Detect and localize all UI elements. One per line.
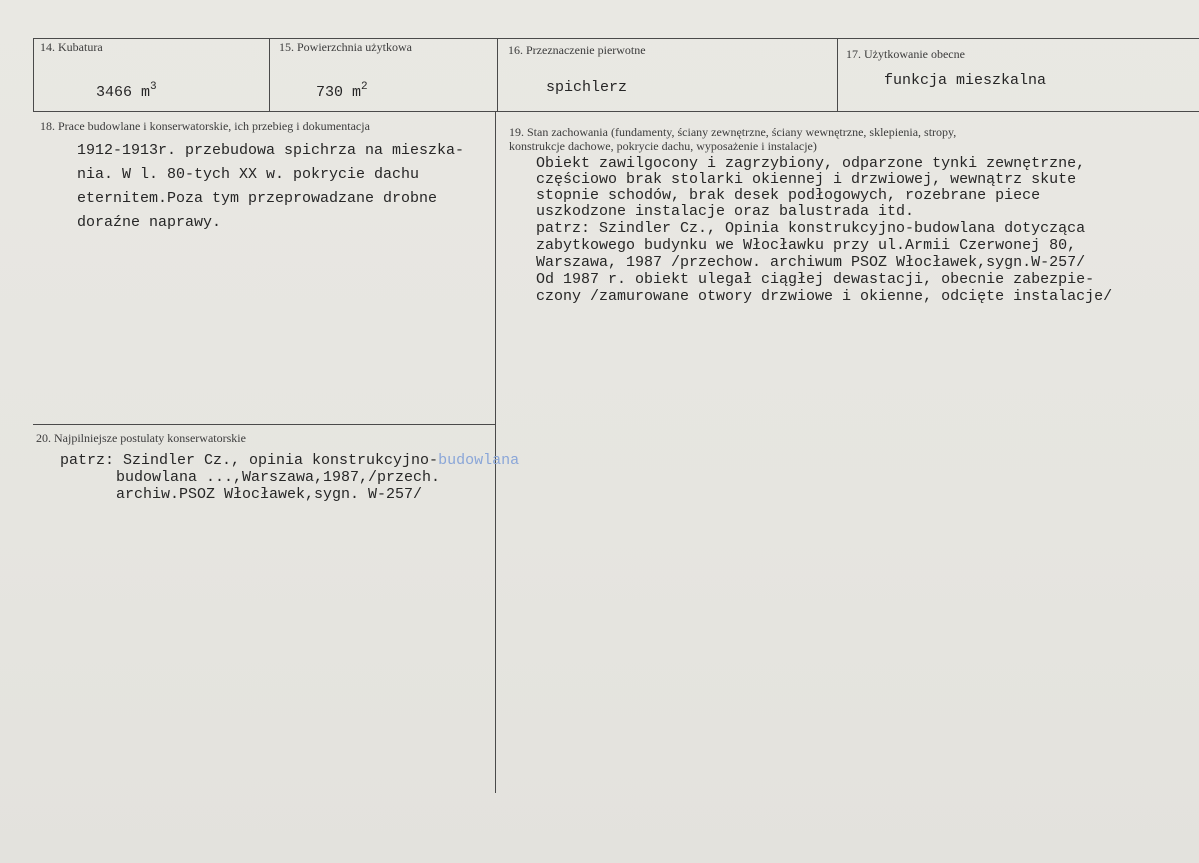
stan-zachowania-label-line1: 19. Stan zachowania (fundamenty, ściany zewnętrzne, ściany wewnętrzne, sklepienia, stropy, xyxy=(509,125,957,139)
uzytkowanie-value: funkcja mieszkalna xyxy=(884,72,1047,89)
row1-bottom-border xyxy=(33,111,1199,112)
text-line: nia. W l. 80-tych XX w. pokrycie dachu xyxy=(77,166,420,183)
divider-15-16 xyxy=(497,38,498,111)
text-line: czony /zamurowane otwory drzwiowe i okienne, odcięte instalacje/ xyxy=(536,288,1113,305)
postulaty-line1: patrz: Szindler Cz., opinia konstrukcyjno-budowlana xyxy=(60,452,520,469)
left-border xyxy=(33,38,34,111)
text-line: doraźne naprawy. xyxy=(77,214,222,231)
text-line: częściowo brak stolarki okiennej i drzwiowej, wewnątrz skute xyxy=(536,171,1077,188)
text-line: zabytkowego budynku we Włocławku przy ul.Armii Czerwonej 80, xyxy=(536,237,1077,254)
text-line: uszkodzone instalacje oraz balustrada itd. xyxy=(536,203,915,220)
postulaty-line3: archiw.PSOZ Włocławek,sygn. W-257/ xyxy=(116,486,423,503)
divider-14-15 xyxy=(269,38,270,111)
stan-zachowania-label-line2: konstrukcje dachowe, pokrycie dachu, wyposażenie i instalacje) xyxy=(509,139,817,153)
text-line: patrz: Szindler Cz., Opinia konstrukcyjno-budowlana dotycząca xyxy=(536,220,1086,237)
prace-budowlane-label: 18. Prace budowlane i konserwatorskie, ich przebieg i dokumentacja xyxy=(40,119,370,133)
text-line: eternitem.Poza tym przeprowadzane drobne xyxy=(77,190,438,207)
text-line: stopnie schodów, brak desek podłogowych, rozebrane piece xyxy=(536,187,1041,204)
kubatura-label: 14. Kubatura xyxy=(40,40,103,54)
faded-overtyped-text: budowlana xyxy=(438,452,520,469)
powierzchnia-value: 730 $m^2$ xyxy=(316,81,368,101)
text-line: Od 1987 r. obiekt ulegał ciągłej dewastacji, obecnie zabezpie- xyxy=(536,271,1095,288)
kubatura-value: 3466 $m^3$ xyxy=(96,81,157,101)
uzytkowanie-label: 17. Użytkowanie obecne xyxy=(846,47,965,61)
row2-divider xyxy=(33,424,495,425)
postulaty-line2: budowlana ...,Warszawa,1987,/przech. xyxy=(116,469,441,486)
divider-16-17 xyxy=(837,38,838,111)
przeznaczenie-value: spichlerz xyxy=(546,79,628,96)
text-line: Obiekt zawilgocony i zagrzybiony, odparzone tynki zewnętrzne, xyxy=(536,155,1086,172)
text-line: 1912-1913r. przebudowa spichrza na mieszka- xyxy=(77,142,465,159)
powierzchnia-label: 15. Powierzchnia użytkowa xyxy=(279,40,412,54)
text-line: Warszawa, 1987 /przechow. archiwum PSOZ Włocławek,sygn.W-257/ xyxy=(536,254,1086,271)
top-border xyxy=(33,38,1199,39)
przeznaczenie-label: 16. Przeznaczenie pierwotne xyxy=(508,43,646,57)
postulaty-label: 20. Najpilniejsze postulaty konserwatorskie xyxy=(36,431,246,445)
